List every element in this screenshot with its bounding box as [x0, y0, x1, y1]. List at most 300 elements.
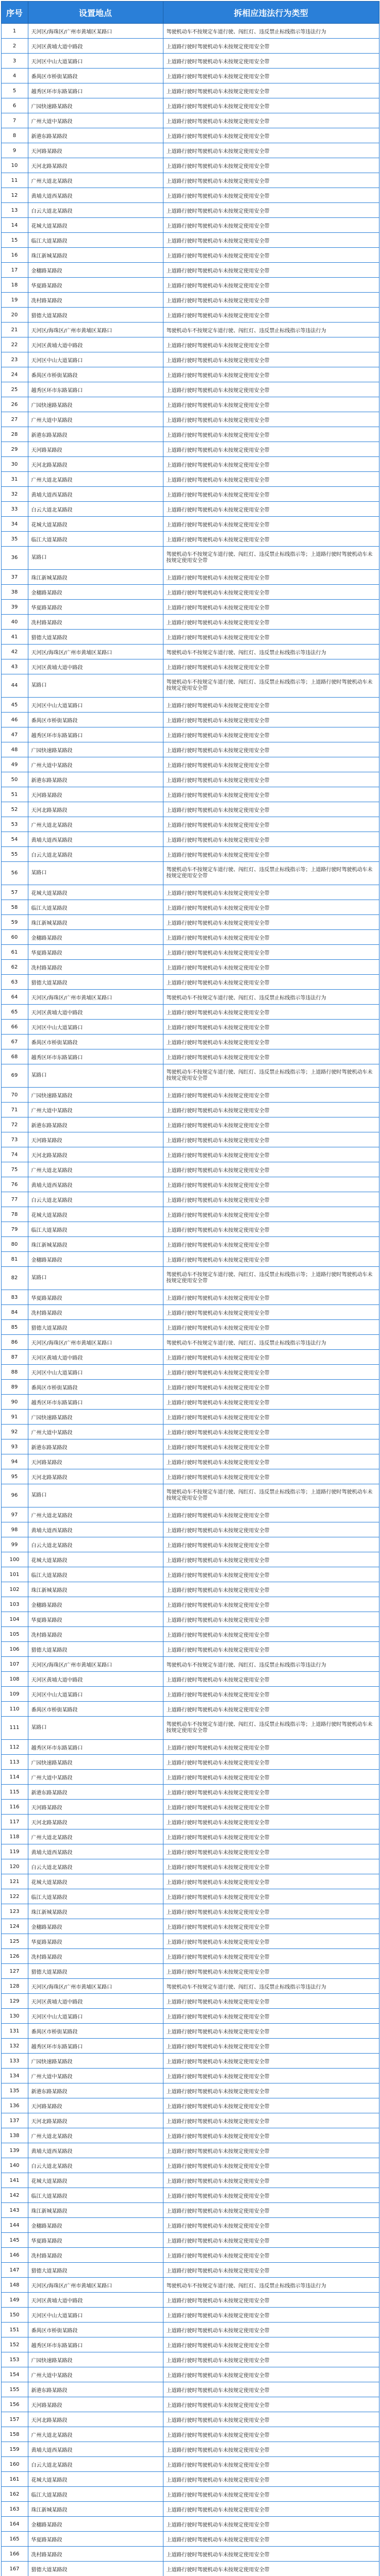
row-number: 71 — [1, 1103, 28, 1117]
row-violation-type: 上道路行驶时驾驶机动车未按规定使用安全带 — [163, 1395, 379, 1410]
row-number: 1 — [1, 24, 28, 39]
row-violation-type: 上道路行驶时驾驶机动车未按规定使用安全带 — [163, 2143, 379, 2158]
row-number: 138 — [1, 2128, 28, 2143]
row-violation-type: 上道路行驶时驾驶机动车未按规定使用安全带 — [163, 1874, 379, 1889]
table-row — [1, 674, 379, 698]
table-row — [1, 960, 379, 975]
row-violation-type: 上道路行驶时驾驶机动车未按规定使用安全带 — [163, 98, 379, 113]
row-location: 天河区/海珠区/广州市黄埔区某路口 — [28, 323, 163, 337]
row-location: 越秀区环市东路某路口 — [28, 727, 163, 742]
row-number: 124 — [1, 1919, 28, 1934]
row-violation-type: 上道路行驶时驾驶机动车未按规定使用安全带 — [163, 1469, 379, 1484]
row-number: 102 — [1, 1582, 28, 1597]
row-violation-type: 上道路行驶时驾驶机动车未按规定使用安全带 — [163, 659, 379, 674]
row-location: 黄埔大道西某路段 — [28, 487, 163, 502]
row-number: 42 — [1, 645, 28, 659]
row-location: 黄埔大道西某路段 — [28, 832, 163, 847]
row-number: 72 — [1, 1117, 28, 1132]
table-row — [1, 427, 379, 442]
table-row — [1, 1657, 379, 1672]
row-location: 冼村路某路段 — [28, 2547, 163, 2562]
row-violation-type: 上道路行驶时驾驶机动车未按规定使用安全带 — [163, 1844, 379, 1859]
row-location: 黄埔大道西某路段 — [28, 1522, 163, 1537]
row-violation-type: 上道路行驶时驾驶机动车未按规定使用安全带 — [163, 2098, 379, 2113]
row-number: 24 — [1, 367, 28, 382]
table-row — [1, 862, 379, 885]
row-violation-type: 上道路行驶时驾驶机动车未按规定使用安全带 — [163, 1020, 379, 1035]
row-violation-type: 上道路行驶时驾驶机动车未按规定使用安全带 — [163, 960, 379, 975]
row-number: 139 — [1, 2143, 28, 2158]
row-number: 159 — [1, 2442, 28, 2457]
row-violation-type: 上道路行驶时驾驶机动车未按规定使用安全带 — [163, 2517, 379, 2532]
row-location: 天河区黄埔大道中路段 — [28, 1672, 163, 1687]
row-location: 天河区中山大道某路口 — [28, 352, 163, 367]
row-location: 广州大道中某路段 — [28, 1770, 163, 1785]
table-row — [1, 600, 379, 615]
row-location: 天河路某路段 — [28, 2397, 163, 2412]
row-violation-type: 上道路行驶时驾驶机动车未按规定使用安全带 — [163, 1439, 379, 1454]
table-row — [1, 2517, 379, 2532]
table-row — [1, 1717, 379, 1740]
row-violation-type: 上道路行驶时驾驶机动车未按规定使用安全带 — [163, 1035, 379, 1049]
table-row — [1, 1815, 379, 1829]
table-row — [1, 1177, 379, 1192]
table-row — [1, 158, 379, 173]
table-row — [1, 2113, 379, 2128]
table-row — [1, 1320, 379, 1335]
row-number: 5 — [1, 83, 28, 98]
row-location: 花城大道某路段 — [28, 885, 163, 900]
row-violation-type: 上道路行驶时驾驶机动车未按规定使用安全带 — [163, 203, 379, 218]
row-location: 天河区黄埔大道中路段 — [28, 2293, 163, 2308]
row-number: 157 — [1, 2412, 28, 2427]
row-number: 62 — [1, 960, 28, 975]
row-violation-type: 上道路行驶时驾驶机动车未按规定使用安全带 — [163, 1785, 379, 1800]
row-location: 广园快速路某路段 — [28, 1410, 163, 1425]
table-row — [1, 1237, 379, 1252]
row-location: 番禺区市桥街某路段 — [28, 367, 163, 382]
row-violation-type: 上道路行驶时驾驶机动车未按规定使用安全带 — [163, 532, 379, 547]
row-location: 某路口 — [28, 1267, 163, 1290]
row-location: 临江大道某路段 — [28, 1222, 163, 1237]
table-row — [1, 630, 379, 645]
row-location: 天河北路某路段 — [28, 1815, 163, 1829]
header-violation-type: 拆相应违法行为类型 — [163, 2, 379, 24]
row-location: 金穗路某路段 — [28, 263, 163, 278]
row-violation-type: 上道路行驶时驾驶机动车未按规定使用安全带 — [163, 1177, 379, 1192]
table-row — [1, 442, 379, 457]
row-location: 金穗路某路段 — [28, 2218, 163, 2233]
row-location: 广州大道北某路段 — [28, 2128, 163, 2143]
row-violation-type: 上道路行驶时驾驶机动车未按规定使用安全带 — [163, 1904, 379, 1919]
row-violation-type: 上道路行驶时驾驶机动车未按规定使用安全带 — [163, 1507, 379, 1522]
row-location: 白云大道北某路段 — [28, 1192, 163, 1207]
table-row — [1, 517, 379, 532]
row-number: 51 — [1, 787, 28, 802]
row-number: 65 — [1, 1005, 28, 1020]
row-number: 121 — [1, 1874, 28, 1889]
row-violation-type: 上道路行驶时驾驶机动车未按规定使用安全带 — [163, 847, 379, 862]
row-location: 白云大道北某路段 — [28, 2457, 163, 2472]
row-location: 猎德大道某路段 — [28, 2562, 163, 2576]
row-location: 番禺区市桥街某路段 — [28, 1035, 163, 1049]
row-location: 天河路某路段 — [28, 2098, 163, 2113]
row-location: 天河区黄埔大道中路段 — [28, 39, 163, 54]
row-number: 161 — [1, 2472, 28, 2487]
row-violation-type: 上道路行驶时驾驶机动车未按规定使用安全带 — [163, 945, 379, 960]
row-violation-type: 上道路行驶时驾驶机动车未按规定使用安全带 — [163, 2502, 379, 2517]
row-violation-type: 上道路行驶时驾驶机动车未按规定使用安全带 — [163, 1994, 379, 2009]
row-number: 64 — [1, 990, 28, 1005]
row-location: 新港东路某路段 — [28, 772, 163, 787]
row-violation-type: 上道路行驶时驾驶机动车未按规定使用安全带 — [163, 2382, 379, 2397]
row-number: 39 — [1, 600, 28, 615]
row-number: 27 — [1, 412, 28, 427]
table-row — [1, 659, 379, 674]
table-row — [1, 1290, 379, 1305]
row-violation-type: 上道路行驶时驾驶机动车未按规定使用安全带 — [163, 2547, 379, 2562]
row-number: 36 — [1, 547, 28, 570]
row-violation-type: 上道路行驶时驾驶机动车未按规定使用安全带 — [163, 757, 379, 772]
table-row — [1, 113, 379, 128]
row-location: 白云大道北某路段 — [28, 2158, 163, 2173]
row-violation-type: 上道路行驶时驾驶机动车未按规定使用安全带 — [163, 1320, 379, 1335]
row-location: 华夏路某路段 — [28, 1612, 163, 1627]
row-number: 33 — [1, 502, 28, 517]
row-number: 136 — [1, 2098, 28, 2113]
row-location: 临江大道某路段 — [28, 1567, 163, 1582]
table-row — [1, 787, 379, 802]
row-violation-type: 上道路行驶时驾驶机动车未按规定使用安全带 — [163, 1192, 379, 1207]
row-number: 43 — [1, 659, 28, 674]
row-number: 147 — [1, 2263, 28, 2278]
table-row — [1, 1844, 379, 1859]
row-violation-type: 上道路行驶时驾驶机动车未按规定使用安全带 — [163, 1365, 379, 1380]
row-location: 番禺区市桥街某路段 — [28, 1380, 163, 1395]
row-location: 广园快速路某路段 — [28, 1755, 163, 1770]
row-location: 天河路某路段 — [28, 143, 163, 158]
row-violation-type: 上道路行驶时驾驶机动车未按规定使用安全带 — [163, 69, 379, 83]
table-row — [1, 502, 379, 517]
row-violation-type: 上道路行驶时驾驶机动车未按规定使用安全带 — [163, 2233, 379, 2248]
row-location: 华夏路某路段 — [28, 2532, 163, 2547]
row-number: 7 — [1, 113, 28, 128]
row-location: 广园快速路某路段 — [28, 742, 163, 757]
row-violation-type: 上道路行驶时驾驶机动车未按规定使用安全带 — [163, 2352, 379, 2367]
table-row — [1, 2009, 379, 2024]
row-number: 15 — [1, 233, 28, 248]
table-row — [1, 1964, 379, 1979]
row-location: 天河区中山大道某路口 — [28, 2308, 163, 2323]
row-location: 天河区/海珠区/广州市黄埔区某路口 — [28, 990, 163, 1005]
table-row — [1, 1305, 379, 1320]
row-violation-type: 上道路行驶时驾驶机动车未按规定使用安全带 — [163, 1410, 379, 1425]
row-violation-type: 上道路行驶时驾驶机动车未按规定使用安全带 — [163, 1117, 379, 1132]
row-violation-type: 上道路行驶时驾驶机动车未按规定使用安全带 — [163, 1290, 379, 1305]
row-violation-type: 上道路行驶时驾驶机动车未按规定使用安全带 — [163, 39, 379, 54]
row-location: 新港东路某路段 — [28, 2382, 163, 2397]
table-row — [1, 1049, 379, 1064]
row-number: 145 — [1, 2233, 28, 2248]
table-row — [1, 457, 379, 472]
row-violation-type: 上道路行驶时驾驶机动车未按规定使用安全带 — [163, 1162, 379, 1177]
row-location: 某路口 — [28, 1484, 163, 1507]
table-row — [1, 2263, 379, 2278]
row-location: 番禺区市桥街某路段 — [28, 2024, 163, 2039]
row-violation-type: 上道路行驶时驾驶机动车未按规定使用安全带 — [163, 427, 379, 442]
row-location: 番禺区市桥街某路段 — [28, 713, 163, 727]
row-location: 冼村路某路段 — [28, 615, 163, 630]
table-row — [1, 248, 379, 263]
table-row — [1, 412, 379, 427]
row-location: 天河区中山大道某路口 — [28, 54, 163, 69]
table-body — [1, 24, 379, 2576]
row-location: 白云大道北某路段 — [28, 1859, 163, 1874]
table-row — [1, 1064, 379, 1088]
row-number: 3 — [1, 54, 28, 69]
row-location: 番禺区市桥街某路段 — [28, 69, 163, 83]
row-violation-type: 上道路行驶时驾驶机动车未按规定使用安全带 — [163, 1770, 379, 1785]
row-number: 118 — [1, 1829, 28, 1844]
row-location: 猎德大道某路段 — [28, 1964, 163, 1979]
row-location: 广州大道北某路段 — [28, 817, 163, 832]
table-row — [1, 1207, 379, 1222]
row-location: 猎德大道某路段 — [28, 1320, 163, 1335]
table-row — [1, 2098, 379, 2113]
row-number: 158 — [1, 2427, 28, 2442]
table-row — [1, 218, 379, 233]
table-row — [1, 2233, 379, 2248]
row-number: 37 — [1, 570, 28, 585]
row-location: 广州大道北某路段 — [28, 1829, 163, 1844]
row-location: 金穗路某路段 — [28, 1919, 163, 1934]
table-row — [1, 1597, 379, 1612]
table-row — [1, 900, 379, 915]
table-row — [1, 1785, 379, 1800]
table-row — [1, 975, 379, 990]
row-violation-type: 上道路行驶时驾驶机动车未按规定使用安全带 — [163, 900, 379, 915]
row-number: 112 — [1, 1740, 28, 1755]
row-location: 广园快速路某路段 — [28, 2352, 163, 2367]
row-number: 160 — [1, 2457, 28, 2472]
row-number: 162 — [1, 2487, 28, 2502]
row-number: 78 — [1, 1207, 28, 1222]
row-number: 98 — [1, 1522, 28, 1537]
table-row — [1, 727, 379, 742]
row-violation-type: 上道路行驶时驾驶机动车未按规定使用安全带 — [163, 233, 379, 248]
row-number: 52 — [1, 802, 28, 817]
table-row — [1, 1005, 379, 1020]
row-violation-type: 上道路行驶时驾驶机动车未按规定使用安全带 — [163, 1049, 379, 1064]
row-number: 142 — [1, 2188, 28, 2203]
table-row — [1, 1132, 379, 1147]
row-number: 79 — [1, 1222, 28, 1237]
row-location: 广州大道中某路段 — [28, 1425, 163, 1439]
row-number: 120 — [1, 1859, 28, 1874]
row-violation-type: 上道路行驶时驾驶机动车未按规定使用安全带 — [163, 698, 379, 713]
row-violation-type: 上道路行驶时驾驶机动车未按规定使用安全带 — [163, 2412, 379, 2427]
row-location: 新港东路某路段 — [28, 427, 163, 442]
row-location: 广州大道中某路段 — [28, 757, 163, 772]
row-number: 55 — [1, 847, 28, 862]
row-location: 天河北路某路段 — [28, 158, 163, 173]
row-number: 70 — [1, 1088, 28, 1103]
row-number: 58 — [1, 900, 28, 915]
row-violation-type: 上道路行驶时驾驶机动车未按规定使用安全带 — [163, 1552, 379, 1567]
row-violation-type: 上道路行驶时驾驶机动车未按规定使用安全带 — [163, 1350, 379, 1365]
row-violation-type: 上道路行驶时驾驶机动车未按规定使用安全带 — [163, 128, 379, 143]
row-violation-type: 上道路行驶时驾驶机动车未按规定使用安全带 — [163, 2427, 379, 2442]
row-violation-type: 上道路行驶时驾驶机动车未按规定使用安全带 — [163, 173, 379, 188]
row-number: 26 — [1, 397, 28, 412]
row-location: 华夏路某路段 — [28, 600, 163, 615]
table-row — [1, 203, 379, 218]
row-violation-type: 驾驶机动车不按规定车道行驶、闯红灯、违反禁止标线指示等；上道路行驶时驾驶机动车未按规定使用安全带 — [163, 674, 379, 698]
table-row — [1, 1755, 379, 1770]
row-violation-type: 上道路行驶时驾驶机动车未按规定使用安全带 — [163, 472, 379, 487]
row-number: 16 — [1, 248, 28, 263]
row-number: 149 — [1, 2293, 28, 2308]
table-row — [1, 2532, 379, 2547]
row-violation-type: 上道路行驶时驾驶机动车未按规定使用安全带 — [163, 2323, 379, 2337]
row-number: 80 — [1, 1237, 28, 1252]
row-violation-type: 上道路行驶时驾驶机动车未按规定使用安全带 — [163, 1755, 379, 1770]
table-row — [1, 1088, 379, 1103]
row-location: 某路口 — [28, 674, 163, 698]
row-location: 新港东路某路段 — [28, 2083, 163, 2098]
row-number: 166 — [1, 2547, 28, 2562]
row-number: 115 — [1, 1785, 28, 1800]
row-location: 越秀区环市东路某路口 — [28, 1740, 163, 1755]
table-row — [1, 570, 379, 585]
row-location: 冼村路某路段 — [28, 293, 163, 308]
row-number: 17 — [1, 263, 28, 278]
row-violation-type: 上道路行驶时驾驶机动车未按规定使用安全带 — [163, 1454, 379, 1469]
row-number: 32 — [1, 487, 28, 502]
table-row — [1, 1522, 379, 1537]
row-location: 珠江新城某路段 — [28, 248, 163, 263]
table-row — [1, 2352, 379, 2367]
row-location: 白云大道北某路段 — [28, 502, 163, 517]
row-location: 广州大道中某路段 — [28, 412, 163, 427]
row-number: 6 — [1, 98, 28, 113]
row-violation-type: 上道路行驶时驾驶机动车未按规定使用安全带 — [163, 1088, 379, 1103]
row-number: 59 — [1, 915, 28, 930]
row-location: 越秀区环市东路某路口 — [28, 2337, 163, 2352]
row-location: 天河北路某路段 — [28, 457, 163, 472]
row-location: 花城大道某路段 — [28, 517, 163, 532]
table-row — [1, 1829, 379, 1844]
table-row — [1, 817, 379, 832]
row-number: 12 — [1, 188, 28, 203]
row-number: 86 — [1, 1335, 28, 1350]
row-location: 番禺区市桥街某路段 — [28, 2323, 163, 2337]
row-violation-type: 上道路行驶时驾驶机动车未按规定使用安全带 — [163, 1934, 379, 1949]
row-location: 珠江新城某路段 — [28, 1904, 163, 1919]
row-number: 148 — [1, 2278, 28, 2293]
row-number: 150 — [1, 2308, 28, 2323]
row-violation-type: 上道路行驶时驾驶机动车未按规定使用安全带 — [163, 630, 379, 645]
table-row — [1, 2487, 379, 2502]
row-violation-type: 上道路行驶时驾驶机动车未按规定使用安全带 — [163, 263, 379, 278]
table-row — [1, 1612, 379, 1627]
table-row — [1, 233, 379, 248]
row-number: 167 — [1, 2562, 28, 2576]
row-number: 46 — [1, 713, 28, 727]
row-location: 某路口 — [28, 1064, 163, 1088]
row-number: 61 — [1, 945, 28, 960]
table-row — [1, 1222, 379, 1237]
row-violation-type: 上道路行驶时驾驶机动车未按规定使用安全带 — [163, 2024, 379, 2039]
row-violation-type: 上道路行驶时驾驶机动车未按规定使用安全带 — [163, 1919, 379, 1934]
table-row — [1, 1439, 379, 1454]
row-location: 临江大道某路段 — [28, 1889, 163, 1904]
table-row — [1, 472, 379, 487]
row-number: 77 — [1, 1192, 28, 1207]
table-row — [1, 945, 379, 960]
row-violation-type: 上道路行驶时驾驶机动车未按规定使用安全带 — [163, 1964, 379, 1979]
table-row — [1, 308, 379, 323]
table-row — [1, 1484, 379, 1507]
row-number: 91 — [1, 1410, 28, 1425]
row-location: 越秀区环市东路某路口 — [28, 1395, 163, 1410]
row-number: 163 — [1, 2502, 28, 2517]
row-number: 53 — [1, 817, 28, 832]
table-row — [1, 173, 379, 188]
row-location: 黄埔大道西某路段 — [28, 2442, 163, 2457]
row-location: 白云大道北某路段 — [28, 1537, 163, 1552]
table-row — [1, 188, 379, 203]
row-location: 临江大道某路段 — [28, 900, 163, 915]
row-number: 94 — [1, 1454, 28, 1469]
row-violation-type: 驾驶机动车不按规定车道行驶、闯红灯、违反禁止标线指示等；上道路行驶时驾驶机动车未按规定使用安全带 — [163, 1717, 379, 1740]
row-location: 天河区/海珠区/广州市黄埔区某路口 — [28, 1657, 163, 1672]
row-number: 143 — [1, 2203, 28, 2218]
row-location: 广州大道中某路段 — [28, 2367, 163, 2382]
row-violation-type: 上道路行驶时驾驶机动车未按规定使用安全带 — [163, 585, 379, 600]
row-violation-type: 上道路行驶时驾驶机动车未按规定使用安全带 — [163, 1815, 379, 1829]
table-row — [1, 930, 379, 945]
table-row — [1, 128, 379, 143]
row-number: 151 — [1, 2323, 28, 2337]
row-violation-type: 上道路行驶时驾驶机动车未按规定使用安全带 — [163, 885, 379, 900]
row-violation-type: 上道路行驶时驾驶机动车未按规定使用安全带 — [163, 772, 379, 787]
table-row — [1, 1020, 379, 1035]
table-row — [1, 1380, 379, 1395]
table-row — [1, 547, 379, 570]
row-location: 某路口 — [28, 862, 163, 885]
row-number: 137 — [1, 2113, 28, 2128]
row-location: 天河区/海珠区/广州市黄埔区某路口 — [28, 645, 163, 659]
row-number: 60 — [1, 930, 28, 945]
row-number: 47 — [1, 727, 28, 742]
row-violation-type: 上道路行驶时驾驶机动车未按规定使用安全带 — [163, 502, 379, 517]
table-row — [1, 2367, 379, 2382]
row-number: 22 — [1, 337, 28, 352]
table-row — [1, 1395, 379, 1410]
row-violation-type: 上道路行驶时驾驶机动车未按规定使用安全带 — [163, 615, 379, 630]
row-number: 19 — [1, 293, 28, 308]
row-violation-type: 上道路行驶时驾驶机动车未按规定使用安全带 — [163, 278, 379, 293]
table-row — [1, 2502, 379, 2517]
row-violation-type: 上道路行驶时驾驶机动车未按规定使用安全带 — [163, 487, 379, 502]
table-row — [1, 1035, 379, 1049]
table-row — [1, 1740, 379, 1755]
table-row — [1, 2293, 379, 2308]
row-location: 天河区中山大道某路口 — [28, 2009, 163, 2024]
row-violation-type: 上道路行驶时驾驶机动车未按规定使用安全带 — [163, 2532, 379, 2547]
row-number: 109 — [1, 1687, 28, 1702]
